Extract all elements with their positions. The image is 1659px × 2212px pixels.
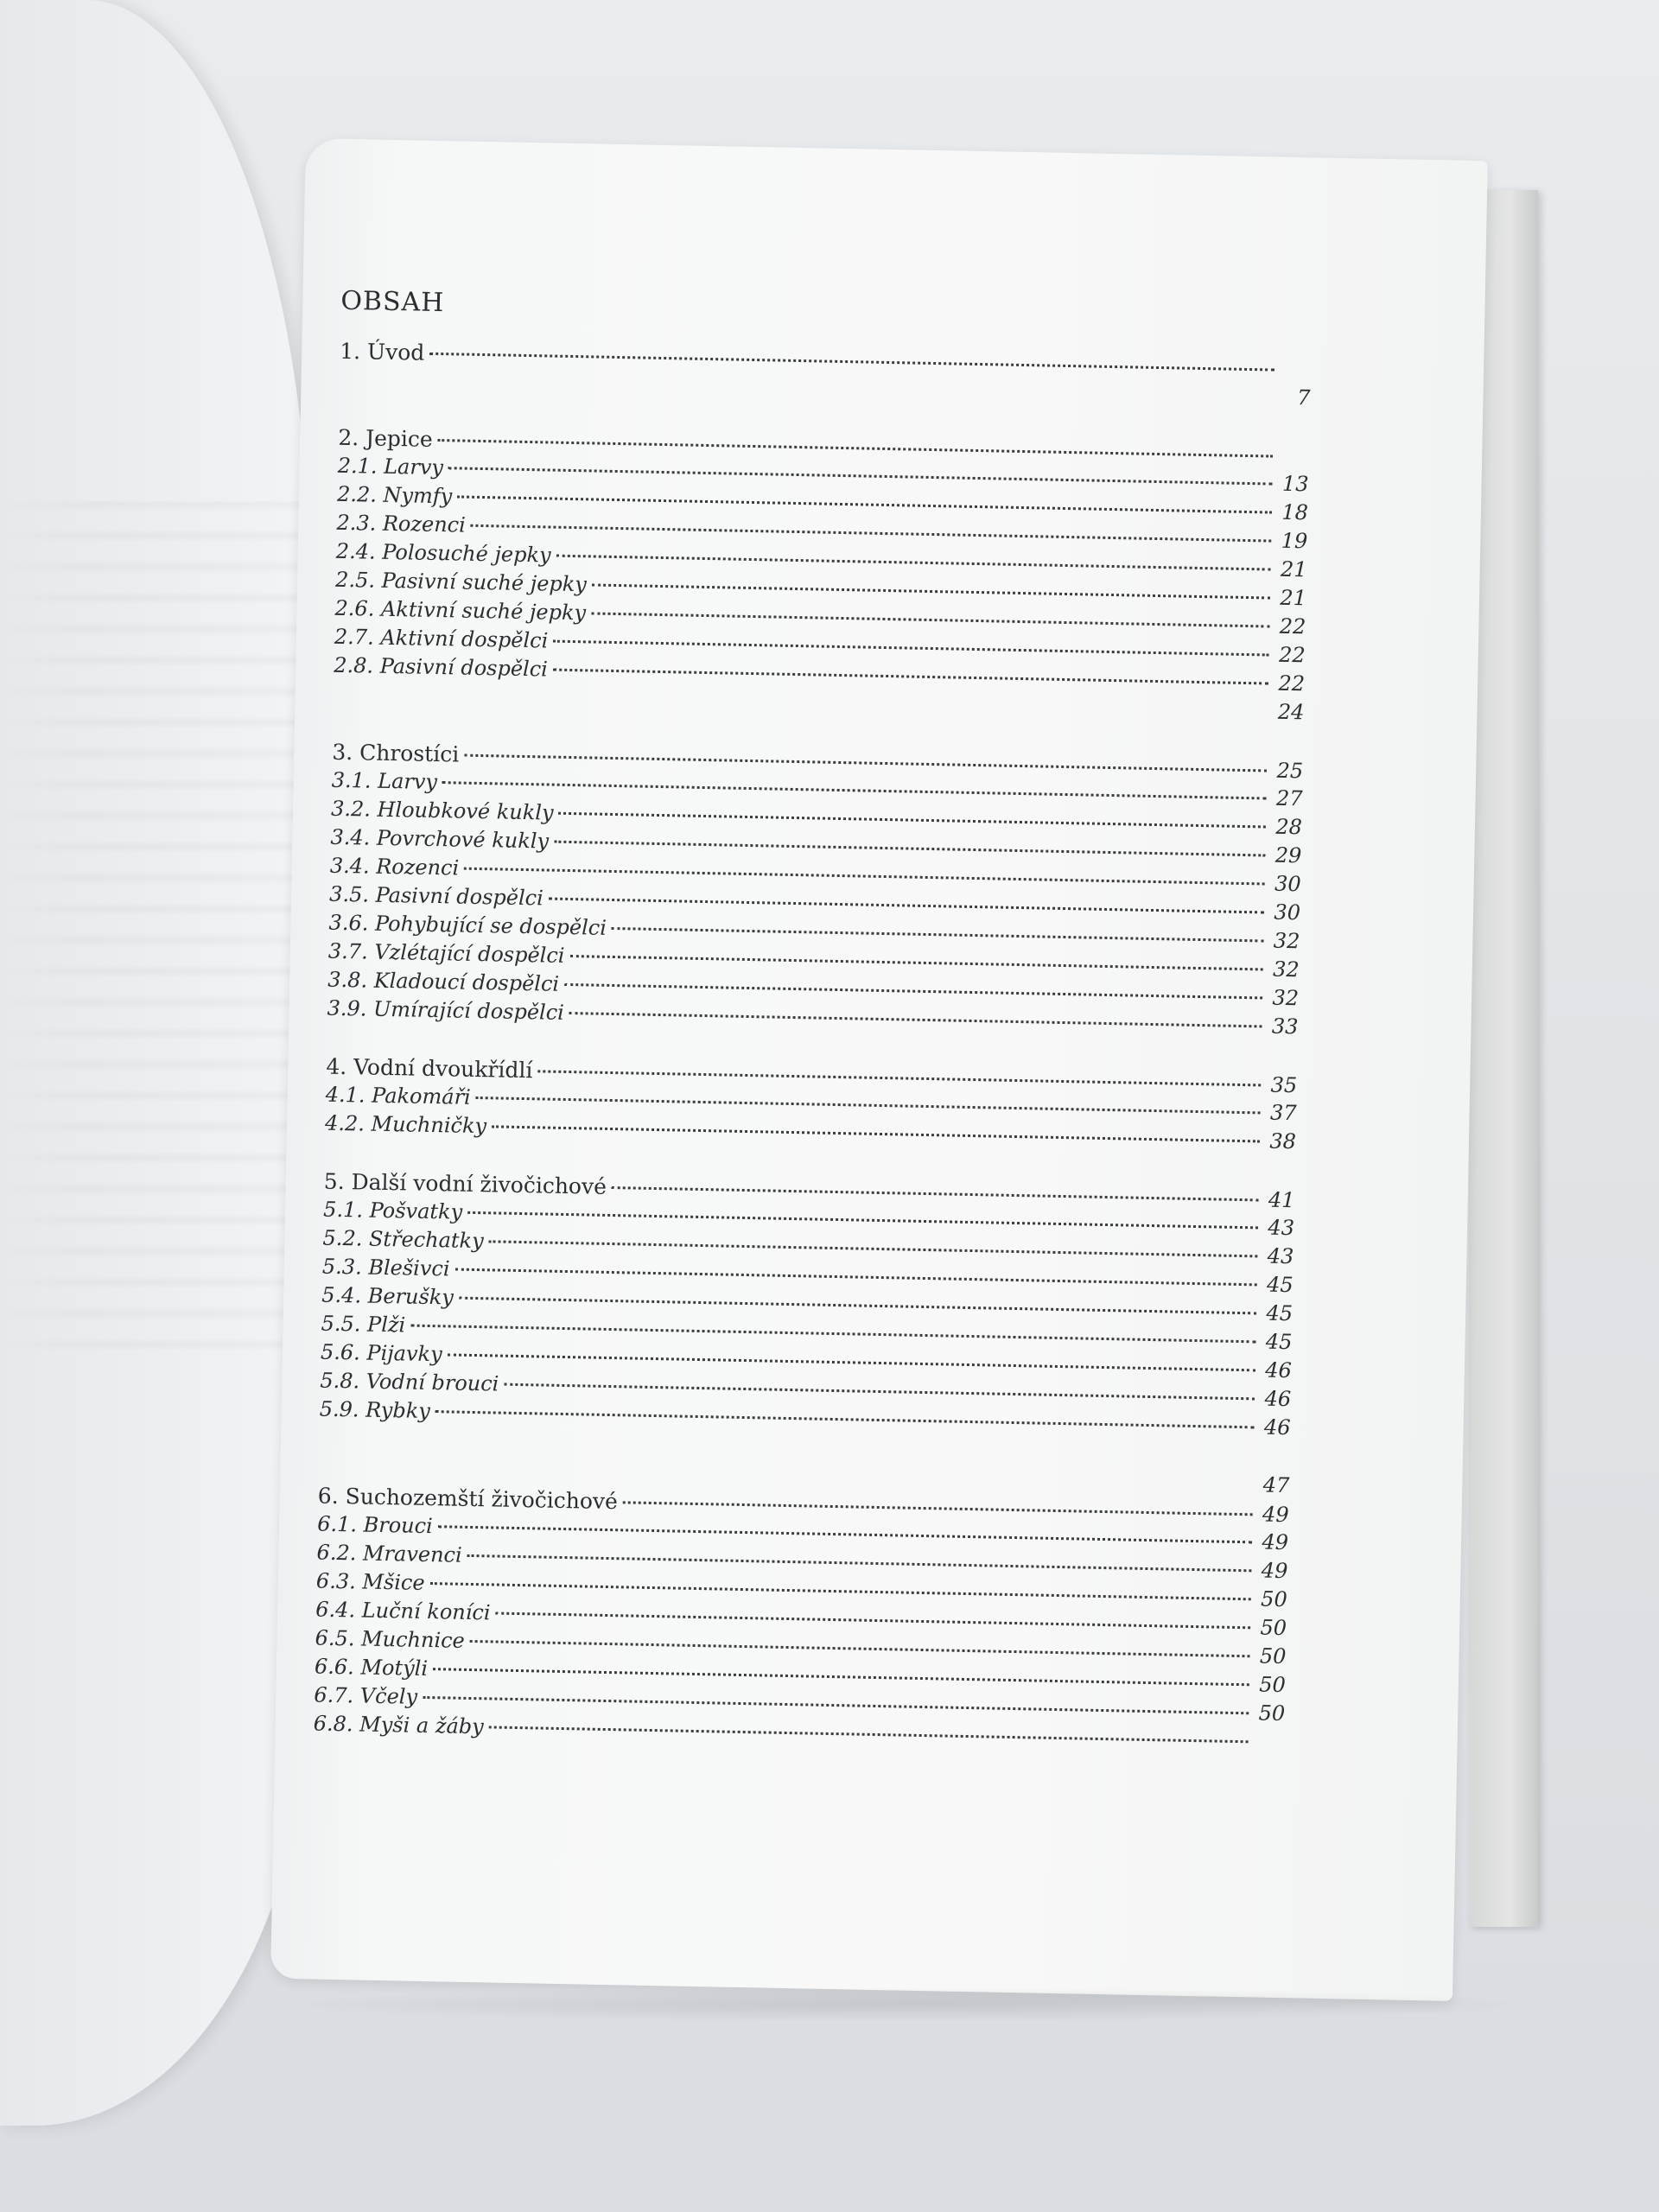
toc-entry-label: 6.2. Mravenci — [316, 1540, 462, 1567]
toc-entry-label: 2.2. Nymfy — [336, 481, 453, 509]
toc-entry-label: 2.7. Aktivní dospělci — [334, 624, 549, 653]
toc-section — [327, 738, 1303, 1042]
toc-page-number: 22 — [1278, 671, 1306, 696]
toc-entry-label: 5.2. Střechatky — [322, 1225, 484, 1254]
toc-entry-label: 3.4. Povrchové kukly — [330, 824, 550, 854]
toc-entry-label: 6.7. Včely — [314, 1682, 418, 1709]
toc-entry-label: 5.4. Berušky — [321, 1282, 454, 1310]
toc-page-number: 46 — [1265, 1357, 1293, 1383]
toc-dot-leader — [569, 950, 1262, 970]
toc-page-number: 50 — [1258, 1700, 1286, 1726]
toc-dot-leader — [464, 749, 1267, 772]
toc-section — [313, 1453, 1289, 1758]
page-shadow — [259, 1987, 1555, 2022]
toc-entry-label: 2.5. Pasivní suché jepky — [334, 567, 588, 597]
toc-page-number: 27 — [1275, 785, 1303, 811]
toc-entry-label: 2.3. Rozenci — [336, 510, 467, 537]
toc-section — [319, 1167, 1294, 1443]
toc-page-number: 49 — [1262, 1502, 1289, 1528]
toc-page-number: 29 — [1274, 842, 1302, 868]
toc-page-number: 32 — [1273, 928, 1300, 954]
toc-page-number: 50 — [1259, 1643, 1287, 1669]
toc-dot-leader — [564, 978, 1262, 1000]
toc-page-number: 7 — [1296, 385, 1311, 410]
toc-page-number: 22 — [1278, 642, 1306, 668]
toc-page-number: 46 — [1263, 1414, 1291, 1440]
toc-page-number: 45 — [1266, 1300, 1294, 1326]
toc-entry-label: 4.1. Pakomáři — [325, 1082, 472, 1109]
toc-entry-label: 3.5. Pasivní dospělci — [328, 881, 544, 911]
toc-entry-label: 3.2. Hloubkové kukly — [330, 796, 554, 825]
toc-page-number: 49 — [1261, 1558, 1288, 1584]
left-page — [0, 0, 311, 2126]
toc-entry-label: 5.1. Pošvatky — [322, 1197, 463, 1224]
toc-dot-leader — [537, 1065, 1261, 1086]
toc-entry-label: 5. Další vodní živočichové — [323, 1168, 607, 1199]
toc-page-number: 45 — [1265, 1329, 1293, 1355]
toc-page-number: 21 — [1280, 585, 1307, 611]
toc-dot-leader — [549, 893, 1264, 914]
toc-entry-label: 6. Suchozemští živočichové — [317, 1483, 619, 1515]
toc-entry-label: 6.3. Mšice — [315, 1568, 425, 1595]
toc-page-number: 38 — [1269, 1128, 1297, 1154]
table-of-contents — [313, 286, 1313, 1786]
toc-dot-leader — [554, 836, 1265, 857]
toc-dot-leader — [569, 1007, 1262, 1027]
toc-entry-label: 3.9. Umírající dospělci — [327, 995, 565, 1025]
show-through-text — [0, 501, 302, 1365]
toc-page-number: 30 — [1274, 899, 1301, 925]
toc-entry-label: 6.4. Luční koníci — [315, 1597, 491, 1625]
toc-page-number: 50 — [1260, 1586, 1288, 1612]
toc-page-number: 18 — [1281, 499, 1309, 525]
toc-page-number: 30 — [1274, 871, 1301, 897]
toc-dot-leader — [592, 578, 1270, 599]
toc-page-number: 32 — [1272, 985, 1300, 1011]
toc-dot-leader — [591, 607, 1269, 627]
toc-page-number: 50 — [1260, 1615, 1287, 1641]
toc-entry-label: 5.9. Rybky — [319, 1396, 431, 1424]
toc-page-number: 32 — [1272, 957, 1300, 982]
toc-section — [325, 1052, 1298, 1157]
toc-title: OBSAH — [340, 285, 445, 319]
toc-page-number: 22 — [1279, 613, 1306, 639]
toc-entry-label: 3.6. Pohybující se dospělci — [328, 910, 607, 940]
toc-dot-leader — [553, 635, 1269, 657]
toc-section — [333, 423, 1309, 728]
toc-dot-leader — [553, 664, 1268, 685]
toc-entry-label: 3.1. Larvy — [331, 767, 438, 795]
toc-dot-leader — [623, 1496, 1253, 1516]
toc-page-number: 37 — [1269, 1100, 1297, 1126]
toc-sections — [313, 337, 1311, 1757]
toc-entry-label: 3. Chrostíci — [332, 739, 460, 767]
toc-entry-label: 4.2. Muchničky — [324, 1110, 487, 1139]
toc-page-number: 49 — [1262, 1529, 1289, 1555]
toc-dot-leader — [556, 550, 1271, 571]
toc-entry-label: 1. Úvod — [340, 338, 425, 365]
toc-page-number: 21 — [1280, 556, 1307, 582]
toc-entry-label: 2.1. Larvy — [337, 453, 444, 480]
toc-page-number: 35 — [1270, 1072, 1298, 1098]
right-page — [270, 138, 1488, 2001]
toc-entry-label: 5.8. Vodní brouci — [320, 1368, 499, 1396]
toc-page-number: 25 — [1276, 758, 1304, 784]
toc-dot-leader — [429, 347, 1274, 372]
toc-page-number: 19 — [1281, 528, 1308, 554]
toc-page-number: 45 — [1266, 1272, 1294, 1298]
toc-dot-leader — [558, 807, 1266, 829]
toc-page-number: 43 — [1268, 1215, 1295, 1241]
toc-entry-label: 2.6. Aktivní suché jepky — [334, 595, 587, 626]
toc-entry-label: 2.4. Polosuché jepky — [335, 538, 551, 568]
toc-entry-label: 6.8. Myši a žáby — [313, 1711, 485, 1739]
toc-entry-label: 6.6. Motýli — [314, 1654, 429, 1681]
toc-entry-label: 2. Jepice — [338, 424, 434, 452]
toc-entry-label: 6.1. Brouci — [316, 1511, 434, 1539]
toc-entry-label: 5.5. Plži — [321, 1311, 406, 1338]
toc-page-number: 33 — [1271, 1014, 1299, 1039]
toc-page-number: 43 — [1267, 1243, 1294, 1269]
toc-dot-leader — [612, 1181, 1259, 1201]
toc-entry-label: 4. Vodní dvoukřídlí — [326, 1053, 533, 1084]
toc-page-number: 13 — [1281, 471, 1309, 497]
toc-entry-label: 6.5. Muchnice — [315, 1625, 466, 1653]
toc-entry-label: 3.8. Kladoucí dospělci — [327, 967, 560, 996]
toc-entry-label: 2.8. Pasivní dospělci — [334, 652, 549, 682]
toc-page-number: 50 — [1259, 1672, 1287, 1698]
toc-page-number: 24 — [1277, 699, 1305, 725]
toc-page-number: 46 — [1264, 1386, 1292, 1412]
toc-entry-label: 3.7. Vzlétající dospělci — [327, 938, 565, 968]
toc-page-number: 47 — [1262, 1472, 1290, 1498]
toc-dot-leader — [612, 922, 1264, 942]
toc-page-number: 41 — [1268, 1187, 1295, 1213]
toc-entry-label: 5.3. Blešivci — [321, 1254, 450, 1281]
toc-entry-label: 5.6. Pijavky — [320, 1339, 442, 1367]
toc-section — [339, 337, 1311, 413]
toc-entry-label: 3.4. Rozenci — [329, 853, 460, 880]
toc-page-number: 28 — [1275, 814, 1303, 840]
toc-dot-leader — [438, 434, 1274, 458]
